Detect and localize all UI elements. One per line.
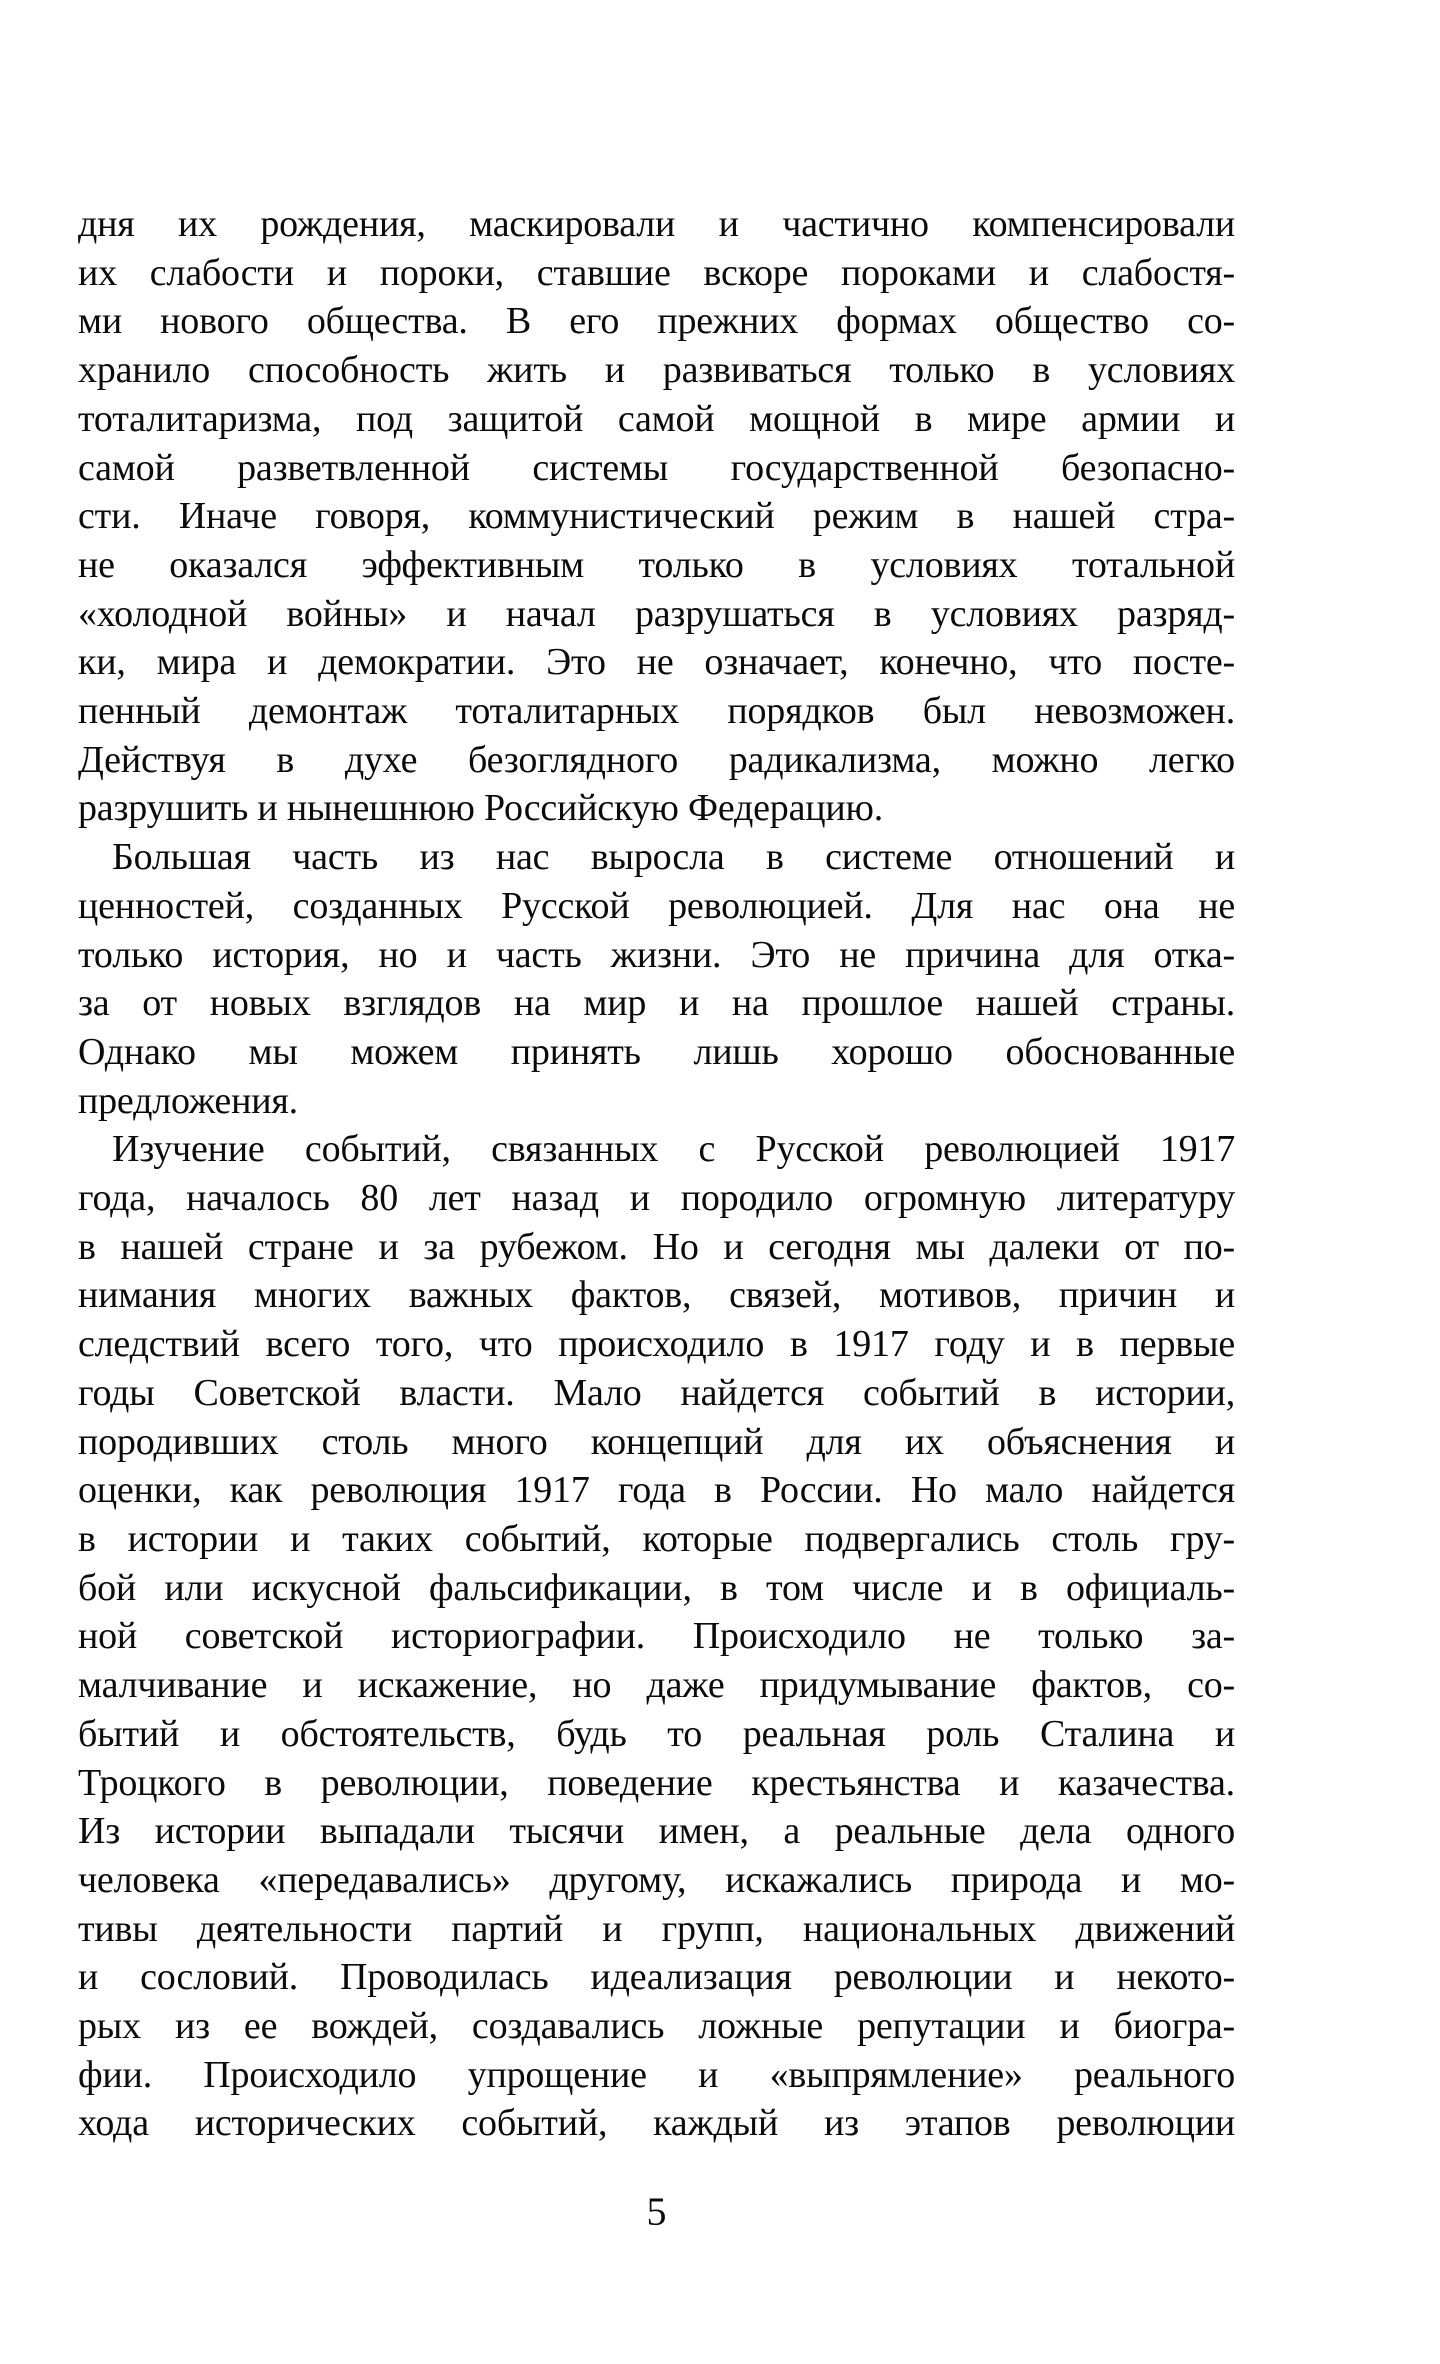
text-line: хранило способность жить и развиваться только в условиях — [78, 349, 1235, 392]
text-line: ми нового общества. В его прежних формах общество со- — [78, 300, 1235, 343]
text-line: сти. Иначе говоря, коммунистический режим в нашей стра- — [78, 495, 1235, 538]
text-line: человека «передавались» другому, искажались природа и мо- — [78, 1858, 1235, 1901]
text-line: года, началось 80 лет назад и породило огромную литературу — [78, 1177, 1235, 1220]
text-line: ки, мира и демократии. Это не означает, конечно, что посте- — [78, 641, 1235, 684]
text-line: Троцкого в революции, поведение крестьянства и казачества. — [78, 1761, 1235, 1804]
text-line: тивы деятельности партий и групп, национальных движений — [78, 1907, 1235, 1950]
text-line: Из истории выпадали тысячи имен, а реальные дела одного — [78, 1810, 1235, 1853]
text-line: нимания многих важных фактов, связей, мотивов, причин и — [78, 1274, 1235, 1317]
text-line: их слабости и пороки, ставшие вскоре пороками и слабостя- — [78, 251, 1235, 294]
text-line: фии. Происходило упрощение и «выпрямление» реального — [78, 2053, 1235, 2096]
text-line: «холодной войны» и начал разрушаться в условиях разряд- — [78, 592, 1235, 635]
text-line: в истории и таких событий, которые подвергались столь гру- — [78, 1517, 1235, 1560]
text-line: только история, но и часть жизни. Это не причина для отка- — [78, 933, 1235, 976]
text-line: разрушить и нынешнюю Российскую Федерацию. — [78, 787, 884, 830]
text-line: бытий и обстоятельств, будь то реальная роль Сталина и — [78, 1712, 1235, 1755]
text-line: оценки, как революция 1917 года в России. Но мало найдется — [78, 1469, 1235, 1512]
text-line: породивших столь много концепций для их объяснения и — [78, 1420, 1235, 1463]
body-text — [78, 200, 1235, 2148]
text-line: малчивание и искажение, но даже придумывание фактов, со- — [78, 1664, 1235, 1707]
text-line: в нашей стране и за рубежом. Но и сегодня мы далеки от по- — [78, 1225, 1235, 1268]
text-line: следствий всего того, что происходило в 1917 году и в первые — [78, 1323, 1235, 1366]
text-line: рых из ее вождей, создавались ложные репутации и биогра- — [78, 2005, 1235, 2048]
text-line: и сословий. Проводилась идеализация революции и некото- — [78, 1956, 1235, 1999]
text-line: тоталитаризма, под защитой самой мощной в мире армии и — [78, 397, 1235, 440]
text-line: Изучение событий, связанных с Русской революцией 1917 — [112, 1128, 1235, 1171]
page-number: 5 — [646, 2189, 667, 2234]
text-line: пенный демонтаж тоталитарных порядков был невозможен. — [78, 690, 1235, 733]
text-line: Большая часть из нас выросла в системе отношений и — [112, 836, 1235, 879]
text-line: предложения. — [78, 1079, 298, 1122]
text-line: не оказался эффективным только в условиях тотальной — [78, 543, 1235, 586]
text-line: ной советской историографии. Происходило не только за- — [78, 1615, 1235, 1658]
text-line: хода исторических событий, каждый из этапов революции — [78, 2102, 1235, 2145]
text-line: дня их рождения, маскировали и частично компенсировали — [78, 203, 1235, 245]
text-line: бой или искусной фальсификации, в том числе и в официаль- — [78, 1566, 1235, 1609]
text-line: самой разветвленной системы государственной безопасно- — [78, 446, 1235, 489]
text-line: за от новых взглядов на мир и на прошлое нашей страны. — [78, 982, 1235, 1025]
text-line: ценностей, созданных Русской революцией. Для нас она не — [78, 884, 1235, 927]
text-line: Действуя в духе безоглядного радикализма, можно легко — [78, 738, 1235, 781]
text-line: Однако мы можем принять лишь хорошо обоснованные — [78, 1030, 1235, 1073]
text-line: годы Советской власти. Мало найдется событий в истории, — [78, 1371, 1235, 1414]
